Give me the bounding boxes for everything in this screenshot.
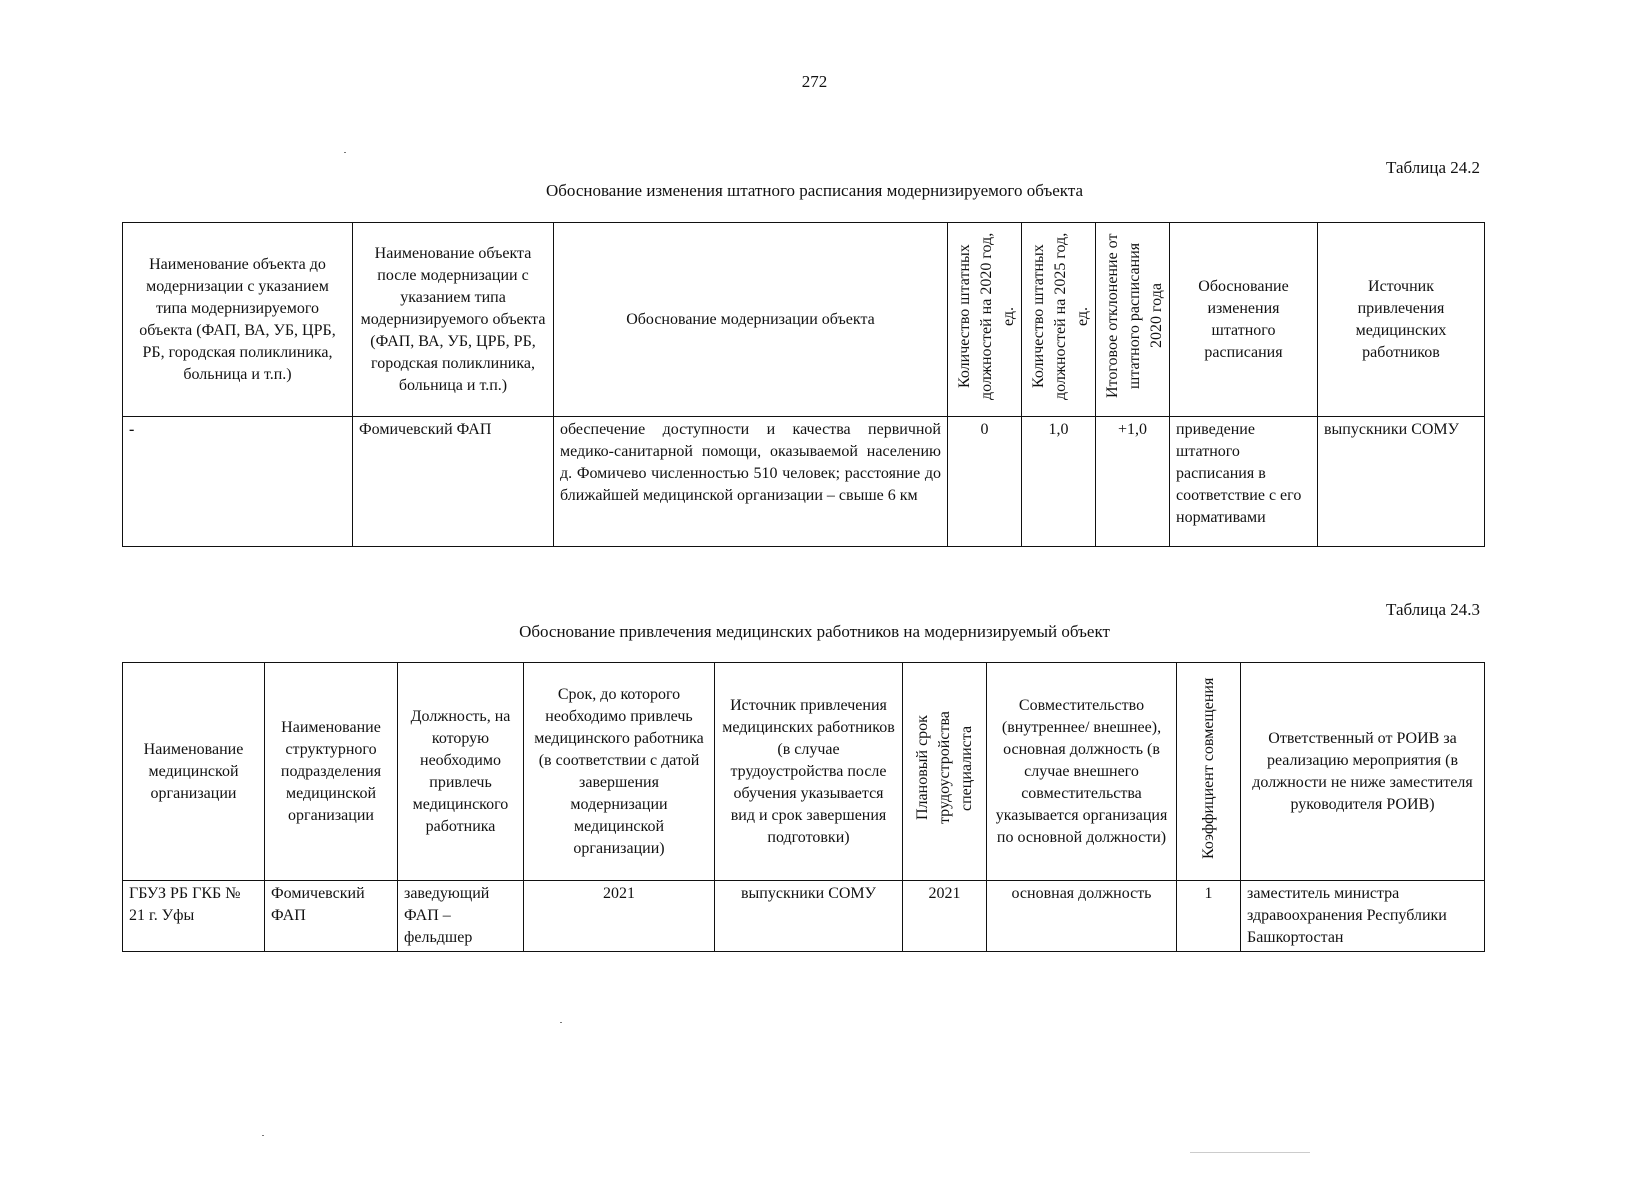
header-deviation (1096, 223, 1170, 417)
cell-responsible: заместитель министра здравоохранения Республики Башкортостан (1241, 881, 1485, 952)
cell-object-after: Фомичевский ФАП (353, 417, 554, 547)
header-staff-source: Источник привлечения медицинских работников (1318, 223, 1485, 417)
scan-speck (560, 1022, 562, 1023)
header-organization: Наименование медицинской организации (123, 663, 265, 881)
header-subdivision: Наименование структурного подразделения медицинской организации (265, 663, 398, 881)
cell-coefficient: 1 (1177, 881, 1241, 952)
header-modernization-reason: Обоснование модернизации объекта (554, 223, 948, 417)
header-object-after: Наименование объекта после модернизации с указанием типа модернизируемого объекта (ФАП, ВА, УБ, ЦРБ, РБ, городская поликлиника, больница и т.п.) (353, 223, 554, 417)
header-position: Должность, на которую необходимо привлечь медицинского работника (398, 663, 524, 881)
cell-part-time: основная должность (987, 881, 1177, 952)
header-source: Источник привлечения медицинских работников (в случае трудоустройства после обучения указывается вид и срок завершения подготовки) (715, 663, 903, 881)
table-header-row (123, 223, 1485, 417)
header-deviation-text: Итоговое отклонение от штатного расписания 2020 года (1104, 233, 1165, 399)
cell-subdivision: Фомичевский ФАП (265, 881, 398, 952)
cell-planned-hire: 2021 (903, 881, 987, 952)
header-responsible: Ответственный от РОИВ за реализацию мероприятия (в должности не ниже заместителя руководителя РОИВ) (1241, 663, 1485, 881)
cell-source: выпускники СОМУ (715, 881, 903, 952)
page-number: 272 (801, 72, 828, 91)
staff-recruitment-table (122, 662, 1485, 952)
header-staff-2020 (948, 223, 1022, 417)
table-row (123, 881, 1485, 952)
header-staff-2025-text: Количество штатных должностей на 2025 год, ед. (1030, 232, 1091, 400)
cell-staff-2025: 1,0 (1022, 417, 1096, 547)
header-planned-hire-text: Плановый срок трудоустройства специалиста (913, 711, 975, 825)
cell-change-reason: приведение штатного расписания в соответствие с его нормативами (1170, 417, 1318, 547)
table-24-3-label: Таблица 24.3 (1386, 600, 1480, 619)
header-staff-2020-text: Количество штатных должностей на 2020 год, ед. (956, 232, 1017, 400)
header-part-time: Совместительство (внутреннее/ внешнее), основная должность (в случае внешнего совместительства указывается организация по основной должности) (987, 663, 1177, 881)
header-coefficient (1177, 663, 1241, 881)
header-planned-hire (903, 663, 987, 881)
table-24-3-title: Обоснование привлечения медицинских работников на модернизируемый объект (519, 622, 1110, 641)
cell-object-before: - (123, 417, 353, 547)
table-24-2-title: Обоснование изменения штатного расписания модернизируемого объекта (545, 181, 1084, 200)
header-staff-2025 (1022, 223, 1096, 417)
header-deadline: Срок, до которого необходимо привлечь медицинского работника (в соответствии с датой завершения модернизации медицинской организации) (524, 663, 715, 881)
staffing-change-table (122, 222, 1485, 547)
header-coefficient-text: Коэффициент совмещения (1199, 677, 1217, 859)
cell-organization: ГБУЗ РБ ГКБ № 21 г. Уфы (123, 881, 265, 952)
cell-staff-2020: 0 (948, 417, 1022, 547)
scan-speck (1190, 1152, 1310, 1153)
scan-speck (344, 152, 346, 153)
cell-modernization-reason: обеспечение доступности и качества первичной медико-санитарной помощи, оказываемой населению д. Фомичево численностью 510 человек; расстояние до ближайшей медицинской организации – свыше 6 км (554, 417, 948, 547)
scan-speck (262, 1135, 264, 1136)
cell-deadline: 2021 (524, 881, 715, 952)
table-24-2-label: Таблица 24.2 (1386, 158, 1480, 177)
table-header-row (123, 663, 1485, 881)
cell-deviation: +1,0 (1096, 417, 1170, 547)
cell-position: заведующий ФАП – фельдшер (398, 881, 524, 952)
header-change-reason: Обоснование изменения штатного расписания (1170, 223, 1318, 417)
cell-staff-source: выпускники СОМУ (1318, 417, 1485, 547)
header-object-before: Наименование объекта до модернизации с указанием типа модернизируемого объекта (ФАП, ВА, УБ, ЦРБ, РБ, городская поликлиника, больница и т.п.) (123, 223, 353, 417)
table-row (123, 417, 1485, 547)
